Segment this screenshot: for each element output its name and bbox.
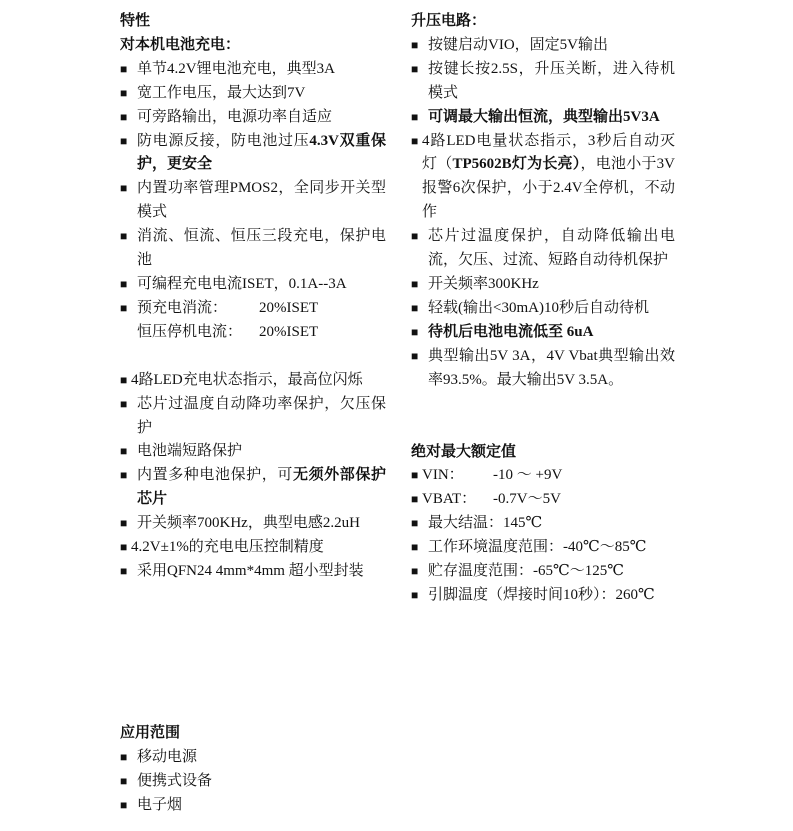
bullet-icon: ■: [120, 773, 128, 788]
cv-stop-current: 恒压停机电流： 20%ISET: [137, 323, 319, 340]
bullet-icon: ■: [120, 797, 128, 812]
bullet-icon: ■: [120, 276, 128, 291]
bullet-icon: ■: [411, 468, 419, 483]
applications-section: [120, 722, 390, 818]
list-item: ■ 内置多种电池保护，可无须外部保护芯片: [120, 464, 386, 512]
bullet-icon: ■: [120, 444, 128, 459]
list-item: ■ 可编程充电电流ISET，0.1A--3A: [120, 273, 386, 297]
list-item: ■ 轻载(输出<30mA)10秒后自动待机: [411, 297, 675, 321]
bullet-icon: ■: [120, 468, 128, 483]
list-item: ■ 芯片过温度保护，自动降低输出电流，欠压、过流、短路自动待机保护: [411, 225, 675, 273]
applications-heading: 应用范围: [120, 725, 181, 741]
list-item: ■ VBAT： -0.7V～5V: [411, 488, 675, 512]
list-item: ■ 最大结温：145℃: [411, 512, 675, 536]
boost-heading: 升压电路：: [411, 13, 487, 29]
precharge-value: 20%ISET: [259, 299, 319, 316]
list-item: ■ 便携式设备: [120, 770, 390, 794]
list-item: ■ 4路LED充电状态指示，最高位闪烁: [120, 369, 386, 393]
list-item: ■ 开关频率300KHz: [411, 273, 675, 297]
list-item: ■ 按键启动VIO，固定5V输出: [411, 34, 675, 58]
list-item: ■ 宽工作电压，最大达到7V: [120, 82, 386, 106]
bullet-icon: ■: [411, 348, 419, 363]
features-heading: 特性: [120, 13, 151, 29]
bullet-icon: ■: [411, 492, 419, 507]
list-item: ■ 按键长按2.5S，升压关断，进入待机模式: [411, 58, 675, 106]
bullet-icon: ■: [411, 37, 419, 52]
bullet-icon: ■: [120, 300, 128, 315]
bullet-icon: ■: [120, 181, 128, 196]
bullet-icon: ■: [411, 540, 419, 555]
bullet-icon: ■: [120, 372, 128, 387]
bullet-icon: ■: [411, 300, 419, 315]
bullet-icon: ■: [120, 540, 128, 555]
bullet-icon: ■: [120, 749, 128, 764]
list-item: ■ 单节4.2V锂电池充电，典型3A: [120, 58, 386, 82]
list-item: ■ 贮存温度范围：-65℃～125℃: [411, 560, 675, 584]
bullet-icon: ■: [411, 109, 419, 124]
bullet-icon: ■: [120, 61, 128, 76]
bullet-icon: ■: [120, 563, 128, 578]
list-item: ■ 4路LED电量状态指示，3秒后自动灭灯（TP5602B灯为长亮），电池小于3V报警6次保护，小于2.4V全停机，不动作: [411, 130, 675, 226]
list-item: [120, 297, 386, 321]
list-item: ■ 电池端短路保护: [120, 440, 386, 464]
list-item: ■ 采用QFN24 4mm*4mm 超小型封装: [120, 560, 386, 584]
bullet-icon: ■: [120, 229, 128, 244]
list-item: ■ 电子烟: [120, 794, 390, 818]
bullet-icon: ■: [411, 587, 419, 602]
list-item: ■ 典型输出5V 3A，4V Vbat典型输出效率93.5%。最大输出5V 3.5A。: [411, 345, 675, 393]
list-item: ■ 可旁路输出，电源功率自适应: [120, 106, 386, 130]
charging-subheading: 对本机电池充电：: [120, 36, 241, 53]
list-item: ■ 防电源反接，防电池过压4.3V双重保护，更安全: [120, 130, 386, 178]
list-item: ■ 待机后电池电流低至 6uA: [411, 321, 675, 345]
features-column: [120, 10, 386, 584]
list-item: ■ 工作环境温度范围：-40℃～85℃: [411, 536, 675, 560]
list-item: ■ 可调最大输出恒流，典型输出5V3A: [411, 106, 675, 130]
bullet-icon: ■: [411, 564, 419, 579]
boost-column: [411, 10, 675, 608]
bullet-icon: ■: [411, 516, 419, 531]
list-item: ■ 引脚温度（焊接时间10秒）：260℃: [411, 584, 675, 608]
list-item: ■ 消流、恒流、恒压三段充电，保护电池: [120, 225, 386, 273]
bullet-icon: ■: [411, 61, 419, 76]
list-item: ■ 开关频率700KHz，典型电感2.2uH: [120, 512, 386, 536]
bullet-icon: ■: [411, 133, 419, 148]
bullet-icon: ■: [120, 85, 128, 100]
bullet-icon: ■: [120, 516, 128, 531]
bullet-icon: ■: [411, 229, 419, 244]
list-item: ■ 移动电源: [120, 746, 390, 770]
list-item: ■ 芯片过温度自动降功率保护，欠压保护: [120, 393, 386, 441]
ratings-heading: 绝对最大额定值: [411, 443, 517, 460]
list-item: ■ 4.2V±1%的充电电压控制精度: [120, 536, 386, 560]
bullet-icon: ■: [411, 276, 419, 291]
list-item: ■ 内置功率管理PMOS2，全同步开关型模式: [120, 177, 386, 225]
precharge-label: 预充电消流：: [137, 299, 228, 316]
bullet-icon: ■: [120, 133, 128, 148]
list-item: ■ VIN： -10 ～ +9V: [411, 464, 675, 488]
bullet-icon: ■: [120, 396, 128, 411]
bullet-icon: ■: [411, 324, 419, 339]
bullet-icon: ■: [120, 109, 128, 124]
